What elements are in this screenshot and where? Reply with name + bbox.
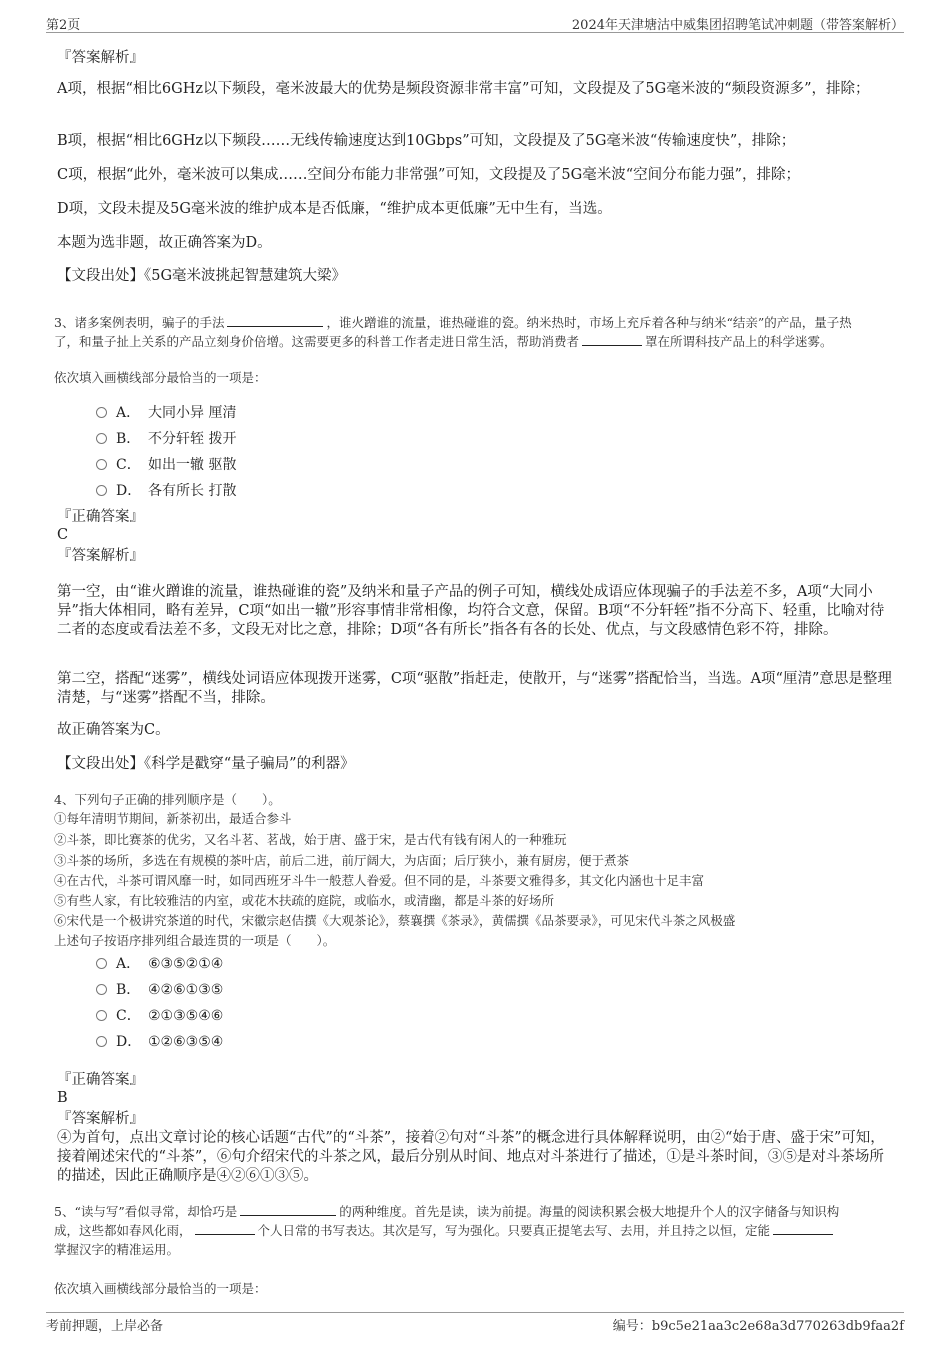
radio-icon[interactable] bbox=[96, 433, 107, 444]
q2-analysis-c: C项，根据“此外，毫米波可以集成……空间分布能力非常强”可知，文段提及了5G毫米波“空间分布能力强”，排除； bbox=[57, 167, 801, 183]
radio-icon[interactable] bbox=[96, 1036, 107, 1047]
q3-answer-label: 『正确答案』 bbox=[57, 509, 144, 525]
q4-stem: 4、下列句子正确的排列顺序是（ ）。 bbox=[54, 792, 281, 807]
q2-analysis-d: D项，文段未提及5G毫米波的维护成本是否低廉，“维护成本更低廉”无中生有，当选。 bbox=[57, 201, 612, 217]
q4-option-b[interactable]: B． ④②⑥①③⑤ bbox=[96, 979, 223, 999]
q5-blank-2 bbox=[195, 1221, 255, 1235]
q4-sentence-5: ⑤有些人家，有比较雅洁的内室，或花木扶疏的庭院，或临水，或清幽，都是斗茶的好场所 bbox=[54, 893, 555, 908]
q3-option-d[interactable]: D． 各有所长 打散 bbox=[96, 480, 236, 500]
q4-option-c[interactable]: C． ②①③⑤④⑥ bbox=[96, 1005, 223, 1025]
q4-prompt: 上述句子按语序排列组合最连贯的一项是（ ）。 bbox=[54, 933, 336, 948]
q2-analysis-b: B项，根据“相比6GHz以下频段……无线传输速度达到10Gbps”可知，文段提及了5G毫米波“传输速度快”，排除； bbox=[57, 133, 796, 149]
q3-prompt: 依次填入画横线部分最恰当的一项是： bbox=[54, 370, 267, 385]
q4-sentence-4: ④在古代，斗茶可谓风靡一时，如同西班牙斗牛一般惹人眷爱。但不同的是，斗茶要文雅得多，其文化内涵也十足丰富 bbox=[54, 873, 705, 888]
q4-sentence-2: ②斗茶，即比赛茶的优劣，又名斗茗、茗战，始于唐、盛于宋，是古代有钱有闲人的一种雅玩 bbox=[54, 832, 567, 847]
q4-analysis: ④为首句，点出文章讨论的核心话题“古代”的“斗茶”，接着②句对“斗茶”的概念进行具体解释说明，由②“始于唐、盛于宋”可知，接着阐述宋代的“斗茶”，⑥句介绍宋代的斗茶之风，最后分别从时间、地点对斗茶进行了描述，①是斗茶时间，③⑤是对斗茶场所的描述，因此正确顺序是④②⑥①③⑤。 bbox=[57, 1130, 885, 1184]
radio-icon[interactable] bbox=[96, 984, 107, 995]
q2-analysis-a: A项，根据“相比6GHz以下频段，毫米波最大的优势是频段资源非常丰富”可知，文段提及了5G毫米波的“频段资源多”，排除； bbox=[57, 81, 870, 97]
q3-analysis-2: 第二空，搭配“迷雾”，横线处词语应体现拨开迷雾，C项“驱散”指赶走，使散开，与“迷雾”搭配恰当，当选。A项“厘清”意思是整理清楚，与“迷雾”搭配不当，排除。 bbox=[57, 671, 892, 706]
q4-option-d[interactable]: D． ①②⑥③⑤④ bbox=[96, 1031, 223, 1051]
page-number: 第2页 bbox=[46, 18, 81, 33]
q4-analysis-label: 『答案解析』 bbox=[57, 1111, 144, 1127]
footer-serial: 编号：b9c5e21aa3c2e68a3d770263db9faa2f bbox=[612, 1319, 904, 1334]
q4-answer-label: 『正确答案』 bbox=[57, 1072, 144, 1088]
q3-source: 【文段出处】《科学是戳穿“量子骗局”的利器》 bbox=[57, 756, 355, 772]
q3-conclusion: 故正确答案为C。 bbox=[57, 722, 170, 738]
q3-stem: 3、诸多案例表明，骗子的手法 ，谁火蹭谁的流量，谁热碰谁的瓷。纳米热时，市场上充斥着各种与纳米“结亲”的产品，量子热 了，和量子扯上关系的产品立刻身价倍增。这需要更多的科普工作者走进日常生活，帮助消费者 罩在所谓科技产品上的科学迷雾。 bbox=[54, 315, 852, 349]
radio-icon[interactable] bbox=[96, 1010, 107, 1021]
q4-sentence-3: ③斗茶的场所，多选在有规模的茶叶店，前后二进，前厅阔大，为店面；后厅狭小，兼有厨房，便于煮茶 bbox=[54, 853, 630, 868]
document-title: 2024年天津塘沽中威集团招聘笔试冲刺题（带答案解析） bbox=[571, 18, 904, 33]
radio-icon[interactable] bbox=[96, 407, 107, 418]
q3-blank-1 bbox=[227, 313, 323, 327]
q5-stem: 5、“读与写”看似寻常，却恰巧是 的两种维度。首先是读，读为前提。海量的阅读积累会极大地提升个人的汉字储备与知识构 成，这些都如春风化雨， 个人日常的书写表达。其次是写，写为强化。只要真正提笔去写、去用，并且持之以恒，定能 掌握汉字的精准运用。 bbox=[54, 1204, 840, 1257]
q5-blank-1 bbox=[240, 1202, 336, 1216]
q3-analysis-label: 『答案解析』 bbox=[57, 548, 144, 564]
q3-answer: C bbox=[57, 527, 69, 543]
q4-option-a[interactable]: A． ⑥③⑤②①④ bbox=[96, 953, 223, 973]
q5-blank-3 bbox=[773, 1221, 833, 1235]
page-header bbox=[46, 12, 904, 33]
q4-sentence-1: ①每年清明节期间，新茶初出，最适合参斗 bbox=[54, 811, 292, 826]
q3-option-a[interactable]: A． 大同小异 厘清 bbox=[96, 402, 236, 422]
q4-answer: B bbox=[57, 1090, 68, 1106]
radio-icon[interactable] bbox=[96, 958, 107, 969]
q3-analysis-1: 第一空，由“谁火蹭谁的流量，谁热碰谁的瓷”及纳米和量子产品的例子可知，横线处成语应体现骗子的手法差不多，A项“大同小异”指大体相同，略有差异，C项“如出一辙”形容事情非常相像，均符合文意，保留。B项“不分轩轾”指不分高下、轻重，比喻对待二者的态度或看法差不多，文段无对比之意，排除；D项“各有所长”指各有各的长处、优点，与文段感情色彩不符，排除。 bbox=[57, 584, 885, 638]
q5-prompt: 依次填入画横线部分最恰当的一项是： bbox=[54, 1281, 267, 1296]
q2-conclusion: 本题为选非题，故正确答案为D。 bbox=[57, 235, 272, 251]
radio-icon[interactable] bbox=[96, 459, 107, 470]
radio-icon[interactable] bbox=[96, 485, 107, 496]
q3-blank-2 bbox=[582, 332, 642, 346]
page-footer bbox=[46, 1312, 904, 1337]
q2-analysis-label: 『答案解析』 bbox=[57, 50, 144, 66]
q4-sentence-6: ⑥宋代是一个极讲究茶道的时代，宋徽宗赵佶撰《大观茶论》，蔡襄撰《茶录》，黄儒撰《品茶要录》，可见宋代斗茶之风极盛 bbox=[54, 913, 736, 928]
q3-option-b[interactable]: B． 不分轩轾 拨开 bbox=[96, 428, 236, 448]
q3-option-c[interactable]: C． 如出一辙 驱散 bbox=[96, 454, 236, 474]
q2-source: 【文段出处】《5G毫米波挑起智慧建筑大梁》 bbox=[57, 268, 347, 284]
footer-slogan: 考前押题，上岸必备 bbox=[46, 1319, 164, 1334]
